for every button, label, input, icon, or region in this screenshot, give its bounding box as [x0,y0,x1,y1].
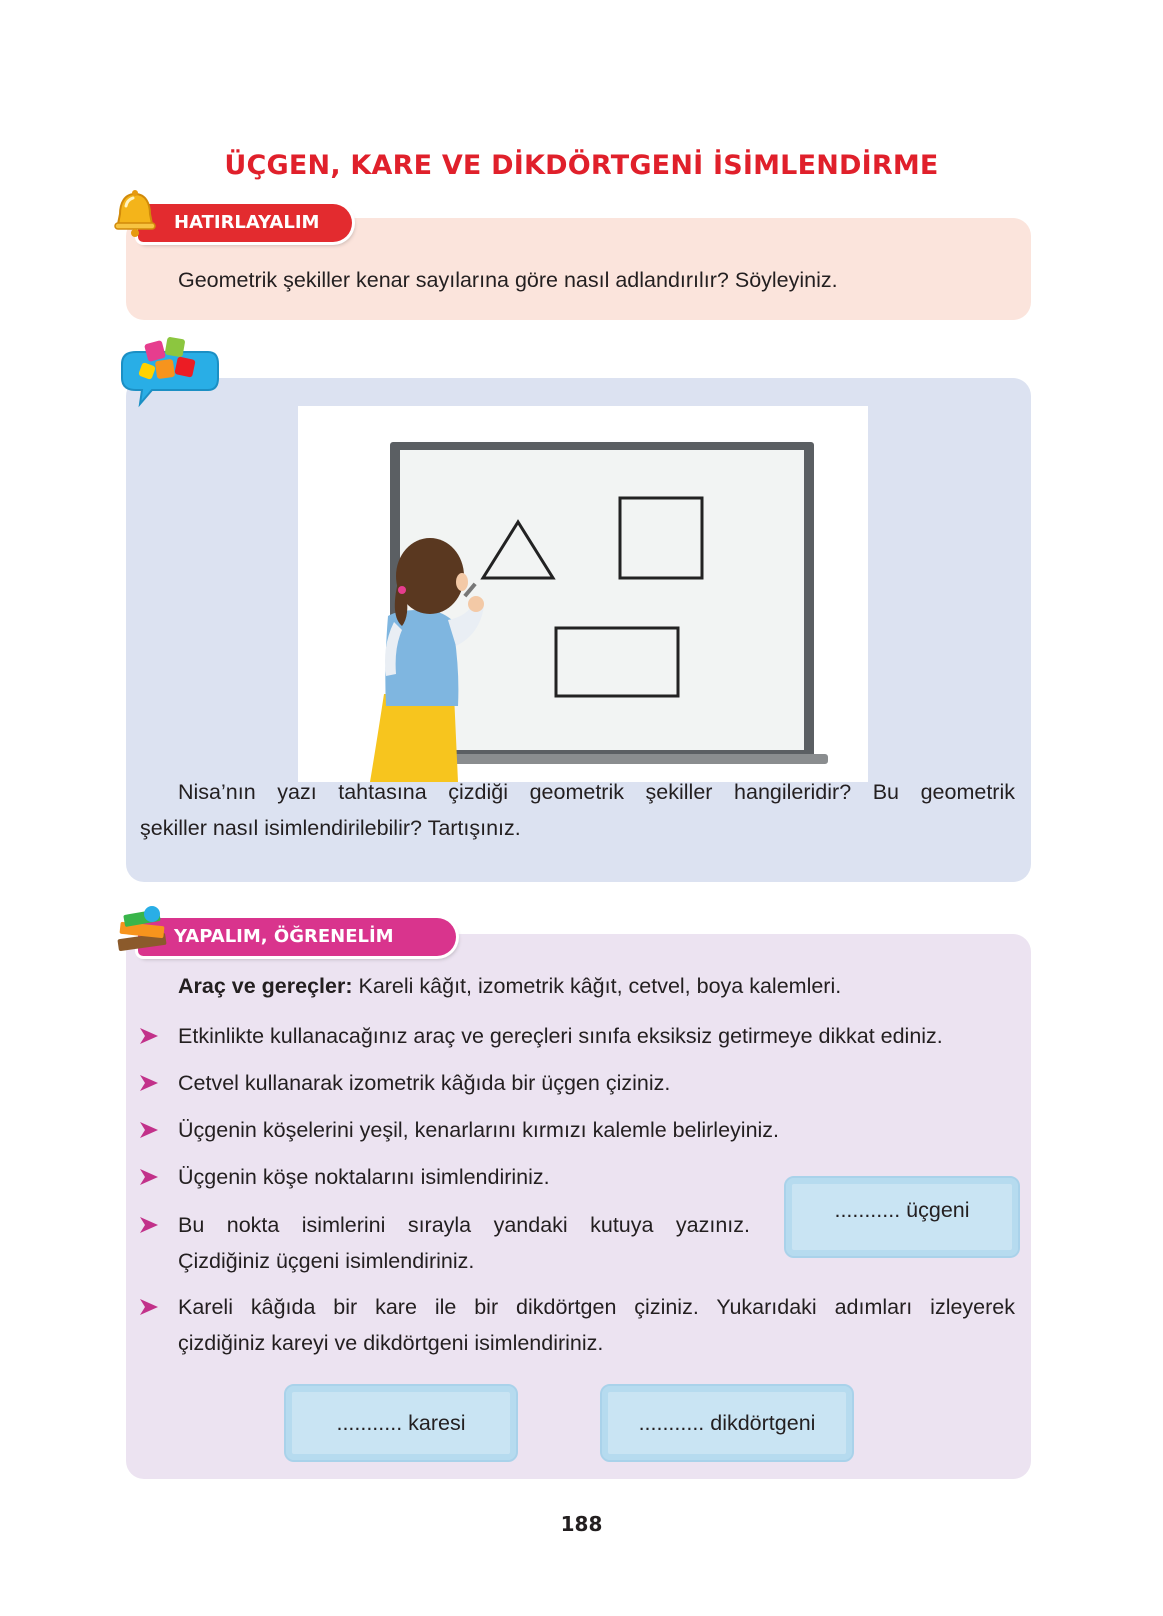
tools-label: Araç ve gereçler: [178,974,353,998]
tools-text: Kareli kâğıt, izometrik kâğıt, cetvel, boya kalemleri. [352,974,842,998]
arrow-bullet-icon [138,1119,160,1141]
arrow-bullet-icon [138,1166,160,1188]
list-item: Etkinlikte kullanacağınız araç ve gereçleri sınıfa eksiksiz getirmeye dikkat ediniz. [178,1024,943,1048]
page-title: ÜÇGEN, KARE VE DİKDÖRTGENİ İSİMLENDİRME [224,150,939,181]
list-item: Üçgenin köşelerini yeşil, kenarlarını kırmızı kalemle belirleyiniz. [178,1118,780,1142]
bell-icon [108,188,162,242]
rectangle-answer-box[interactable]: ........... dikdörtgeni [600,1384,854,1462]
list-item: Çizdiğiniz üçgeni isimlendiriniz. [178,1249,475,1273]
triangle-answer-box[interactable]: ........... üçgeni [784,1176,1020,1258]
list-item: Üçgenin köşe noktalarını isimlendiriniz. [178,1165,550,1189]
discuss-line-2: şekiller nasıl isimlendirilebilir? Tartışınız. [140,816,521,840]
list-item: Kareli kâğıda bir kare ile bir dikdörtgen çiziniz. Yukarıdaki adımları izleyerek [178,1295,1015,1319]
arrow-bullet-icon [138,1214,160,1236]
learn-banner: YAPALIM, ÖĞRENELİM [138,918,456,956]
remember-banner: HATIRLAYALIM [138,204,352,242]
books-icon [112,902,174,958]
list-item: Bu nokta isimlerini sırayla yandaki kutuya yazınız. [178,1213,750,1237]
list-item: Cetvel kullanarak izometrik kâğıda bir üçgen çiziniz. [178,1071,671,1095]
list-item: çizdiğiniz kareyi ve dikdörtgeni isimlendiriniz. [178,1331,604,1355]
square-answer-box[interactable]: ........... karesi [284,1384,518,1462]
whiteboard-illustration [298,406,868,782]
page-number: 188 [560,1512,603,1536]
whiteboard-drawing [298,406,868,782]
arrow-bullet-icon [138,1025,160,1047]
remember-question: Geometrik şekiller kenar sayılarına göre nasıl adlandırılır? Söyleyiniz. [178,268,838,292]
puzzle-speech-icon [116,334,220,408]
arrow-bullet-icon [138,1072,160,1094]
tools-line [178,968,841,1004]
arrow-bullet-icon [138,1296,160,1318]
discuss-line-1: Nisa’nın yazı tahtasına çizdiği geometrik şekiller hangileridir? Bu geometrik [178,780,1015,804]
